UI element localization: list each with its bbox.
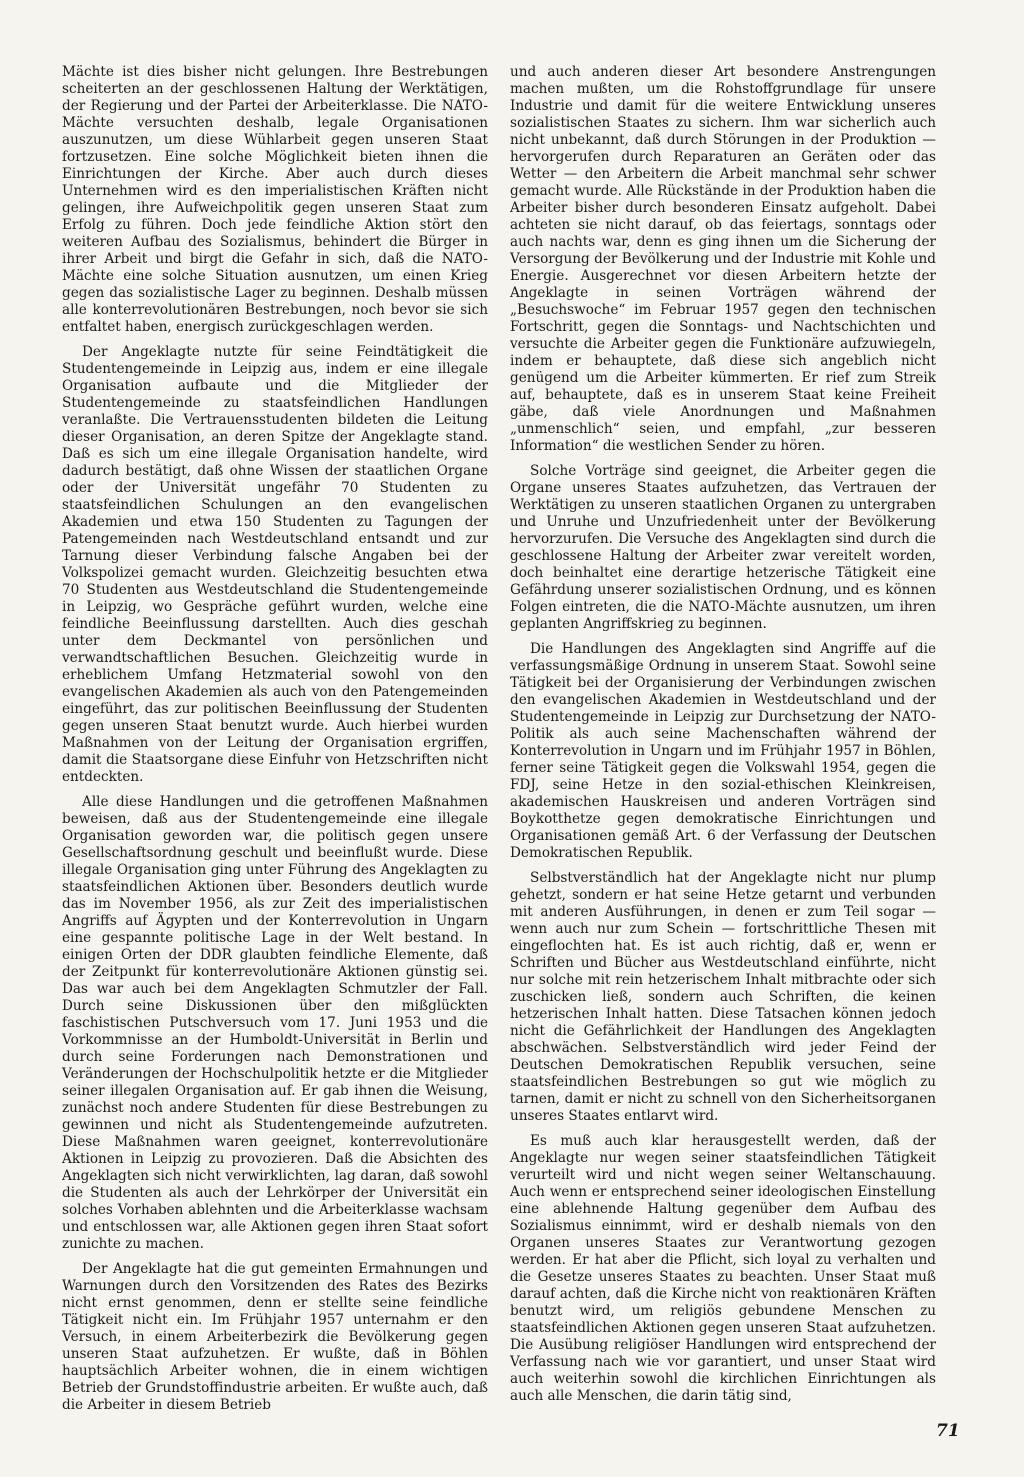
paragraph: Die Handlungen des Angeklagten sind Angriffe auf die verfassungsmäßige Ordnung in unserem Staat. Sowohl seine Tätigkeit bei der Organisierung der Verbindungen zwischen den evangelischen Akademien in Westdeutschland und der Studentengemeinde in Leipzig zur Durchsetzung der NATO-Politik als auch seine Machenschaften während der Konterrevolution in Ungarn und im Frühjahr 1957 in Böhlen, ferner seine Tätigkeit gegen die Volkswahl 1954, gegen die FDJ, seine Hetze in den sozial-ethischen Kleinkreisen, akademischen Hauskreisen und anderen Vorträgen sind Boykotthetze gegen demokratische Einrichtungen und Organisationen gemäß Art. 6 der Verfassung der Deutschen Demokratischen Republik. (510, 641, 936, 861)
page-number: 71 (936, 1421, 960, 1441)
paragraph: und auch anderen dieser Art besondere Anstrengungen machen mußten, um die Rohstoffgrundlage für unsere Industrie und damit für die weitere Entwicklung unseres sozialistischen Staates zu sichern. Ihm war sicherlich auch nicht unbekannt, daß durch Störungen in der Produktion — hervorgerufen durch Reparaturen an Geräten oder das Wetter — den Arbeitern die Arbeit manchmal sehr schwer gemacht wurde. Alle Rückstände in der Produktion haben die Arbeiter bisher durch besonderen Einsatz aufgeholt. Dabei achteten sie nicht darauf, ob das feiertags, sonntags oder auch nachts war, denn es ging ihnen um die Sicherung der Versorgung der Bevölkerung und der Industrie mit Kohle und Energie. Ausgerechnet vor diesen Arbeitern hetzte der Angeklagte in seinen Vorträgen während der „Besuchswoche“ im Februar 1957 gegen den technischen Fortschritt, gegen die Sonntags- und Nachtschichten und versuchte die Arbeiter gegen die Funktionäre aufzuwiegeln, indem er behauptete, daß diese sich angeblich nicht genügend um die Arbeiter kümmerten. Er rief zum Streik auf, behauptete, daß es in unserem Staat keine Freiheit gäbe, daß viele Anordnungen und Maßnahmen „unmenschlich“ seien, und empfahl, „zur besseren Information“ die westlichen Sender zu hören. (510, 64, 936, 454)
text-column-right (510, 64, 936, 1413)
paragraph: Selbstverständlich hat der Angeklagte nicht nur plump gehetzt, sondern er hat seine Hetze getarnt und verbunden mit anderen Ausführungen, in denen er zum Teil sogar — wenn auch nur zum Schein — fortschrittliche Thesen mit eingeflochten hat. Es ist auch richtig, daß er, wenn er Schriften und Bücher aus Westdeutschland einführte, nicht nur solche mit rein hetzerischem Inhalt mitbrachte oder sich zuschicken ließ, sondern auch Schriften, die keinen hetzerischen Inhalt hatten. Diese Tatsachen können jedoch nicht die Gefährlichkeit der Handlungen des Angeklagten abschwächen. Selbstverständlich wird jeder Feind der Deutschen Demokratischen Republik versuchen, seine staatsfeindlichen Bestrebungen so gut wie möglich zu tarnen, damit er nicht zu schnell von den Sicherheitsorganen unseres Staates entlarvt wird. (510, 870, 936, 1124)
paragraph: Solche Vorträge sind geeignet, die Arbeiter gegen die Organe unseres Staates aufzuhetzen, das Vertrauen der Werktätigen zu unseren staatlichen Organen zu untergraben und Unruhe und Unzufriedenheit unter der Bevölkerung hervorzurufen. Die Versuche des Angeklagten sind durch die geschlossene Haltung der Arbeiter zwar vereitelt worden, doch beinhaltet eine derartige hetzerische Tätigkeit eine Gefährdung unserer sozialistischen Ordnung, und es können Folgen eintreten, die die NATO-Mächte ausnutzen, um ihren geplanten Angriffskrieg zu beginnen. (510, 463, 936, 632)
paragraph: Der Angeklagte nutzte für seine Feindtätigkeit die Studentengemeinde in Leipzig aus, indem er eine illegale Organisation aufbaute und die Mitglieder der Studentengemeinde zu staatsfeindlichen Handlungen veranlaßte. Die Vertrauensstudenten bildeten die Leitung dieser Organisation, an deren Spitze der Angeklagte stand. Daß es sich um eine illegale Organisation handelte, wird dadurch bestätigt, daß ohne Wissen der staatlichen Organe oder der Universität ungefähr 70 Studenten zu staatsfeindlichen Schulungen an den evangelischen Akademien und etwa 150 Studenten zu Tagungen der Patengemeinden nach Westdeutschland entsandt und zur Tarnung dieser Verbindung falsche Angaben bei der Volkspolizei gemacht wurden. Gleichzeitig besuchten etwa 70 Studenten aus Westdeutschland die Studentengemeinde in Leipzig, wo Gespräche geführt wurden, welche eine feindliche Beeinflussung darstellten. Auch dies geschah unter dem Deckmantel von persönlichen und verwandtschaftlichen Besuchen. Gleichzeitig wurde in erheblichem Umfang Hetzmaterial sowohl von den evangelischen Akademien als auch von den Patengemeinden eingeführt, das zur politischen Beeinflussung der Studenten gegen unseren Staat benutzt wurde. Auch hierbei wurden Maßnahmen von der Leitung der Organisation ergriffen, damit die Staatsorgane diese Einfuhr von Hetzschriften nicht entdeckten. (62, 344, 488, 785)
paragraph: Mächte ist dies bisher nicht gelungen. Ihre Bestrebungen scheiterten an der geschlossenen Haltung der Werktätigen, der Regierung und der Partei der Arbeiterklasse. Die NATO-Mächte versuchten deshalb, legale Organisationen auszunutzen, um diese Wühlarbeit gegen unseren Staat fortzusetzen. Eine solche Möglichkeit bieten ihnen die Einrichtungen der Kirche. Aber auch durch dieses Unternehmen wird es den imperialistischen Kräften nicht gelingen, ihre Aufweichpolitik gegen unseren Staat zum Erfolg zu führen. Doch jede feindliche Aktion stört den weiteren Aufbau des Sozialismus, behindert die Bürger in ihrer Arbeit und birgt die Gefahr in sich, daß die NATO-Mächte eine solche Situation ausnutzen, um einen Krieg gegen das sozialistische Lager zu beginnen. Deshalb müssen alle konterrevolutionären Bestrebungen, noch bevor sie sich entfaltet haben, energisch zurückgeschlagen werden. (62, 64, 488, 335)
paragraph: Der Angeklagte hat die gut gemeinten Ermahnungen und Warnungen durch den Vorsitzenden des Rates des Bezirks nicht ernst genommen, denn er stellte seine feindliche Tätigkeit nicht ein. Im Frühjahr 1957 unternahm er den Versuch, in einem Arbeiterbezirk die Bevölkerung gegen unseren Staat aufzuhetzen. Er wußte, daß in Böhlen hauptsächlich Arbeiter wohnen, die in einem wichtigen Betrieb der Grundstoffindustrie arbeiten. Er wußte auch, daß die Arbeiter in diesem Betrieb (62, 1261, 488, 1413)
paragraph: Alle diese Handlungen und die getroffenen Maßnahmen beweisen, daß aus der Studentengemeinde eine illegale Organisation geworden war, die politisch gegen unsere Gesellschaftsordnung geschult und beeinflußt wurde. Diese illegale Organisation ging unter Führung des Angeklagten zu staatsfeindlichen Aktionen über. Besonders deutlich wurde das im November 1956, als zur Zeit des imperialistischen Angriffs auf Ägypten und der Konterrevolution in Ungarn eine gespannte politische Lage in der Welt bestand. In einigen Orten der DDR glaubten feindliche Elemente, daß der Zeitpunkt für konterrevolutionäre Aktionen günstig sei. Das war auch bei dem Angeklagten Schmutzler der Fall. Durch seine Diskussionen über den mißglückten faschistischen Putschversuch vom 17. Juni 1953 und die Vorkommnisse an der Humboldt-Universität in Berlin und durch seine Forderungen nach Demonstrationen und Veränderungen der Hochschulpolitik hetzte er die Mitglieder seiner illegalen Organisation auf. Er gab ihnen die Weisung, zunächst noch andere Studenten für diese Bestrebungen zu gewinnen und nicht als Studentengemeinde aufzutreten. Diese Maßnahmen waren geeignet, konterrevolutionäre Aktionen in Leipzig zu provozieren. Daß die Absichten des Angeklagten sich nicht verwirklichten, lag daran, daß sowohl die Studenten als auch der Lehrkörper der Universität ein solches Vorhaben ablehnten und die Arbeiterklasse wachsam und entschlossen war, alle Aktionen gegen ihren Staat sofort zunichte zu machen. (62, 794, 488, 1252)
paragraph: Es muß auch klar herausgestellt werden, daß der Angeklagte nur wegen seiner staatsfeindlichen Tätigkeit verurteilt wird und nicht wegen seiner Weltanschauung. Auch wenn er entsprechend seiner ideologischen Einstellung eine ablehnende Haltung gegenüber dem Aufbau des Sozialismus einnimmt, wird er deshalb niemals von den Organen unseres Staates zur Verantwortung gezogen werden. Er hat aber die Pflicht, sich loyal zu verhalten und die Gesetze unseres Staates zu beachten. Unser Staat muß darauf achten, daß die Kirche nicht von reaktionären Kräften benutzt wird, um religiös gebundene Menschen zu staatsfeindlichen Aktionen gegen unseren Staat aufzuhetzen. Die Ausübung religiöser Handlungen wird entsprechend der Verfassung nach wie vor garantiert, und unser Staat wird auch weiterhin sowohl die kirchlichen Einrichtungen als auch alle Menschen, die darin tätig sind, (510, 1133, 936, 1404)
text-column-left (62, 64, 488, 1422)
